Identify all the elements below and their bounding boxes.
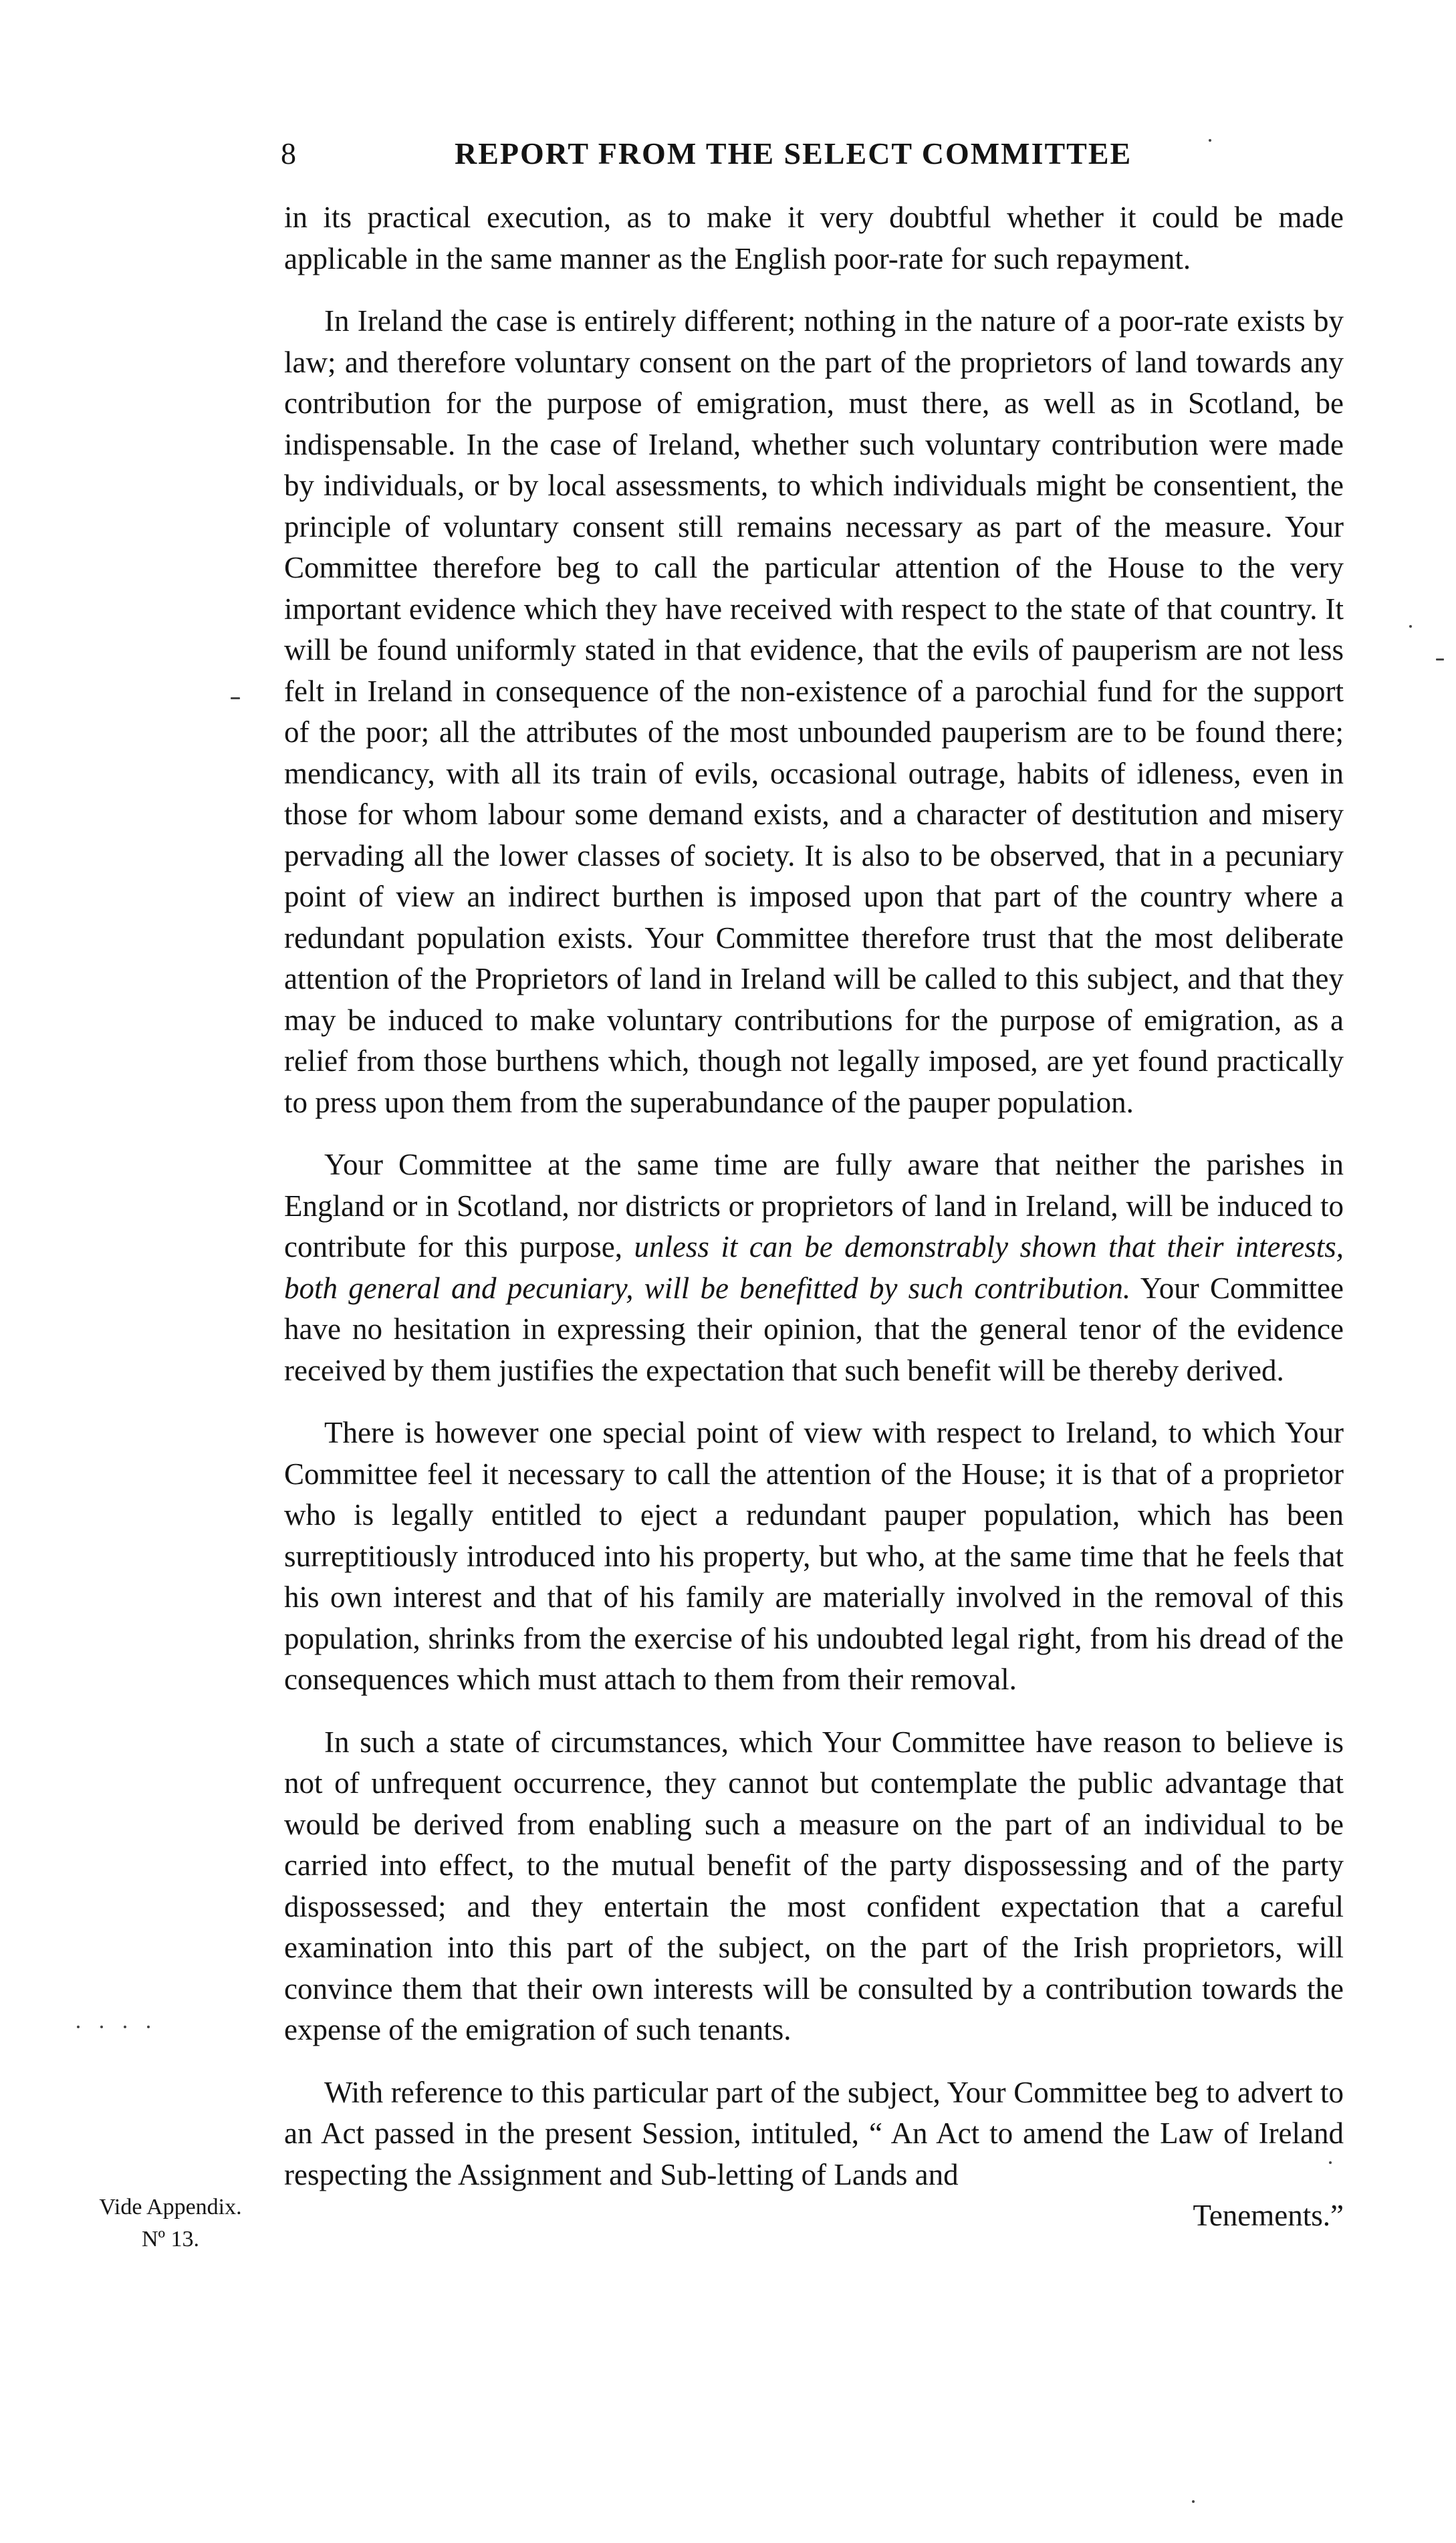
margin-note-line: Vide Appendix. <box>99 2195 242 2219</box>
paragraph-special-point: There is however one special point of view with respect to Ireland, to which Your Committee feel it necessary to call the attention of the House; it is that of a proprietor who is legally entitled to eject a redundant pauper population, which has been surreptitiously introduced into his property, but who, at the same time that he feels that his own interest and that of his family are materially involved in the removal of this population, shrinks from the exercise of his undoubted legal right, from his dread of the consequences which must attach to them from their removal. <box>284 1416 1344 1696</box>
paragraph-text: Your Committee have no hesitation in expressing their opinion, that the general tenor of the evidence received by them justifies the expectation that such benefit will be thereby derived. <box>284 1271 1344 1387</box>
print-speck <box>100 2026 103 2028</box>
print-speck <box>147 2026 150 2028</box>
page-header <box>281 127 1177 180</box>
running-head: REPORT FROM THE SELECT COMMITTEE <box>455 136 1132 170</box>
paragraph-final-line: Tenements.” <box>1193 2199 1344 2232</box>
print-speck <box>1209 139 1211 142</box>
print-speck <box>1409 625 1412 628</box>
print-speck <box>231 697 240 699</box>
print-speck <box>1192 2500 1195 2503</box>
paragraph-text: Your Committee at the same time are fully aware that neither the parishes in England or in Scotland, nor districts or proprietors of land in Ireland, will be induced to contribute for this purpose, <box>284 1148 1344 1263</box>
margin-note <box>77 2191 264 2256</box>
print-speck <box>1436 658 1444 660</box>
print-speck <box>77 2026 80 2028</box>
print-speck <box>124 2026 126 2028</box>
paragraph-continued: in its practical execution, as to make it very doubtful whether it could be made applicable in the same manner as the English poor-rate for such repayment. <box>284 201 1344 275</box>
paragraph-text: With reference to this particular part of the subject, Your Committee beg to advert to an Act passed in the present Session, intituled, “ An Act to amend the Law of Ireland respecting the Assignment and Sub-letting of Lands and <box>284 2075 1344 2191</box>
report-body <box>284 197 1344 2258</box>
margin-note-line: Nº 13. <box>141 2227 200 2252</box>
paragraph-ireland: In Ireland the case is entirely different; nothing in the nature of a poor-rate exists by law; and therefore voluntary consent on the part of the proprietors of land towards any contribution for the purpose of emigration, must there, as well as in Scotland, be indispensable. In the case of Ireland, whether such voluntary contribution were made by individuals, or by local assessments, to which individuals might be consentient, the principle of voluntary consent still remains necessary as part of the measure. Your Committee therefore beg to call the particular attention of the House to the very important evidence which they have received with respect to the state of that country. It will be found uniformly stated in that evidence, that the evils of pauperism are not less felt in Ireland in consequence of the non-existence of a parochial fund for the support of the poor; all the attributes of the most unbounded pauperism are to be found there; mendicancy, with all its train of evils, occasional outrage, habits of idleness, even in those for whom labour some demand exists, and a character of destitution and misery pervading all the lower classes of society. It is also to be observed, that in a pecuniary point of view an indirect burthen is imposed upon that part of the country where a redundant population exists. Your Committee therefore trust that the most deliberate attention of the Proprietors of land in Ireland will be called to this subject, and that they may be induced to make voluntary contributions for the purpose of emigration, as a relief from those burthens which, though not legally imposed, are yet found practically to press upon them from the superabundance of the pauper population. <box>284 304 1344 1119</box>
print-speck <box>1329 2161 1332 2164</box>
paragraph-circumstances: In such a state of circumstances, which Your Committee have reason to believe is not of unfrequent occurrence, they cannot but contemplate the public advantage that would be derived from enabling such a measure on the part of an individual to be carried into effect, to the mutual benefit of the party dispossessing and of the party dispossessed; and they entertain the most confident expectation that a careful examination into this part of the subject, on the part of the Irish proprietors, will convince them that their own interests will be consulted by a contribution towards the expense of the emigration of such tenants. <box>284 1725 1344 2046</box>
paragraph-act-reference <box>284 2072 1344 2237</box>
italic-clause: unless it can be demonstrably shown that their interests, both general and pecuniary, will be benefitted by such contribution. <box>284 1230 1344 1305</box>
page-number: 8 <box>281 136 296 170</box>
paragraph-committee-aware <box>284 1144 1344 1391</box>
